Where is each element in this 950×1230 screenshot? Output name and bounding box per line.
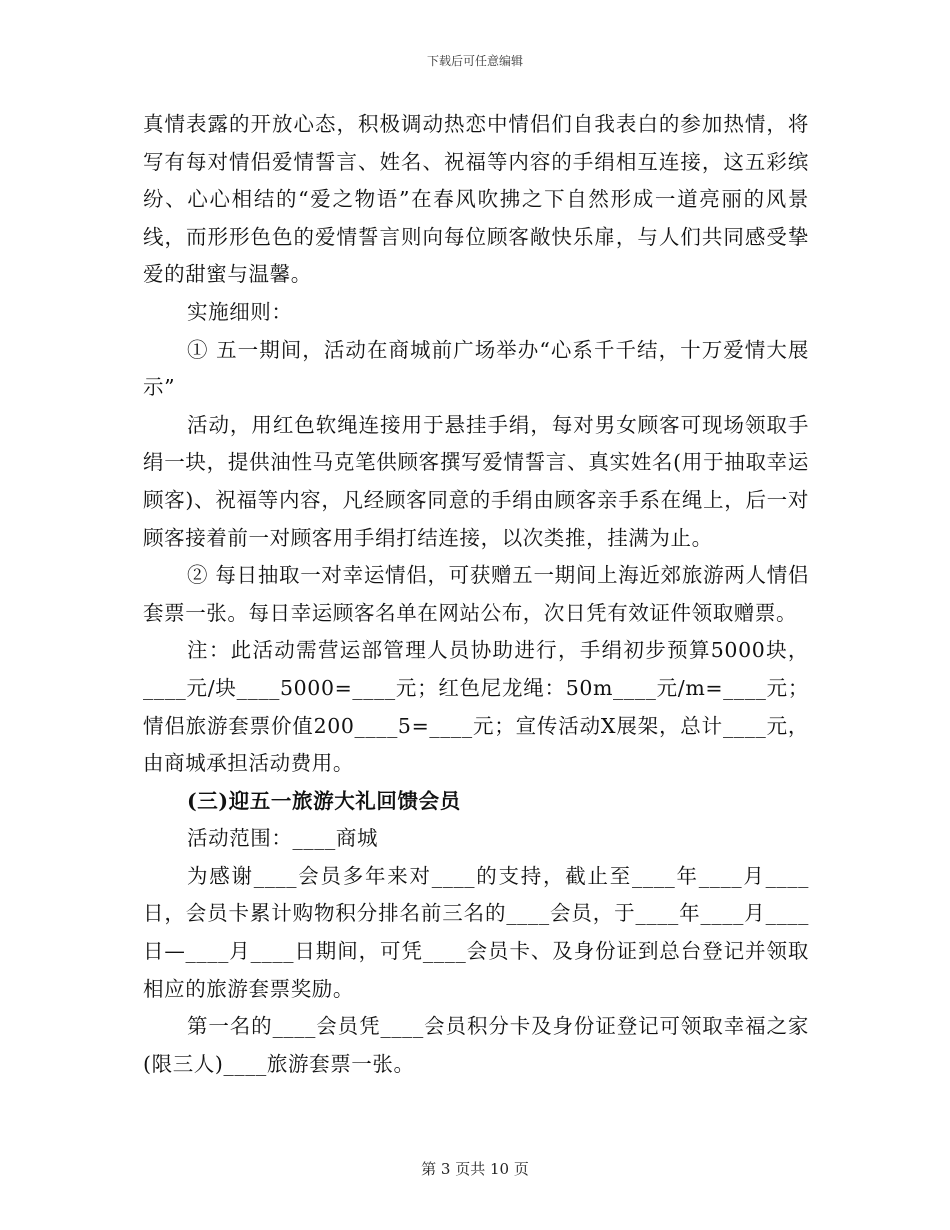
paragraph-first-prize: 第一名的____会员凭____会员积分卡及身份证登记可领取幸福之家(限三人)____旅游套票一张。 — [143, 1014, 809, 1076]
paragraph-budget-note: 注：此活动需营运部管理人员协助进行，手绢初步预算5000块，____元/块____5000=____元；红色尼龙绳：50m____元/m=____元；情侣旅游套票价值200____5=____元；宣传活动X展架，总计____元，由商城承担活动费用。 — [143, 638, 809, 776]
section-heading-3: (三)迎五一旅游大礼回馈会员 — [187, 788, 461, 813]
paragraph-intro-continued: 真情表露的开放心态，积极调动热恋中情侣们自我表白的参加热情，将写有每对情侣爱情誓言、姓名、祝福等内容的手绢相互连接，这五彩缤纷、心心相结的“爱之物语”在春风吹拂之下自然形成一道亮丽的风景线，而形形色色的爱情誓言则向每位顾客敞快乐扉，与人们共同感受挚爱的甜蜜与温馨。 — [143, 112, 809, 287]
paragraph-activity-scope: 活动范围：____商城 — [187, 826, 379, 851]
paragraph-rule-2: ② 每日抽取一对幸运情侣，可获赠五一期间上海近郊旅游两人情侣套票一张。每日幸运顾客名单在网站公布，次日凭有效证件领取赠票。 — [143, 563, 809, 625]
paragraph-activity-details: 活动，用红色软绳连接用于悬挂手绢，每对男女顾客可现场领取手绢一块，提供油性马克笔供顾客撰写爱情誓言、真实姓名(用于抽取幸运顾客)、祝福等内容，凡经顾客同意的手绢由顾客亲手系在绳上，后一对顾客接着前一对顾客用手绢打结连接，以次类推，挂满为止。 — [143, 412, 809, 550]
paragraph-implementation-rules-label: 实施细则： — [187, 299, 293, 324]
page-footer: 第 3 页共 10 页 — [421, 1160, 529, 1178]
paragraph-rule-1: ① 五一期间，活动在商城前广场举办“心系千千结，十万爱情大展示” — [143, 337, 809, 400]
paragraph-member-thanks: 为感谢____会员多年来对____的支持，截止至____年____月____日，会员卡累计购物积分排名前三名的____会员，于____年____月____日—____月____日期间，可凭____会员卡、及身份证到总台登记并领取相应的旅游套票奖励。 — [143, 863, 809, 1001]
page-header: 下载后可任意编辑 — [426, 54, 523, 68]
document-body — [143, 106, 809, 1083]
